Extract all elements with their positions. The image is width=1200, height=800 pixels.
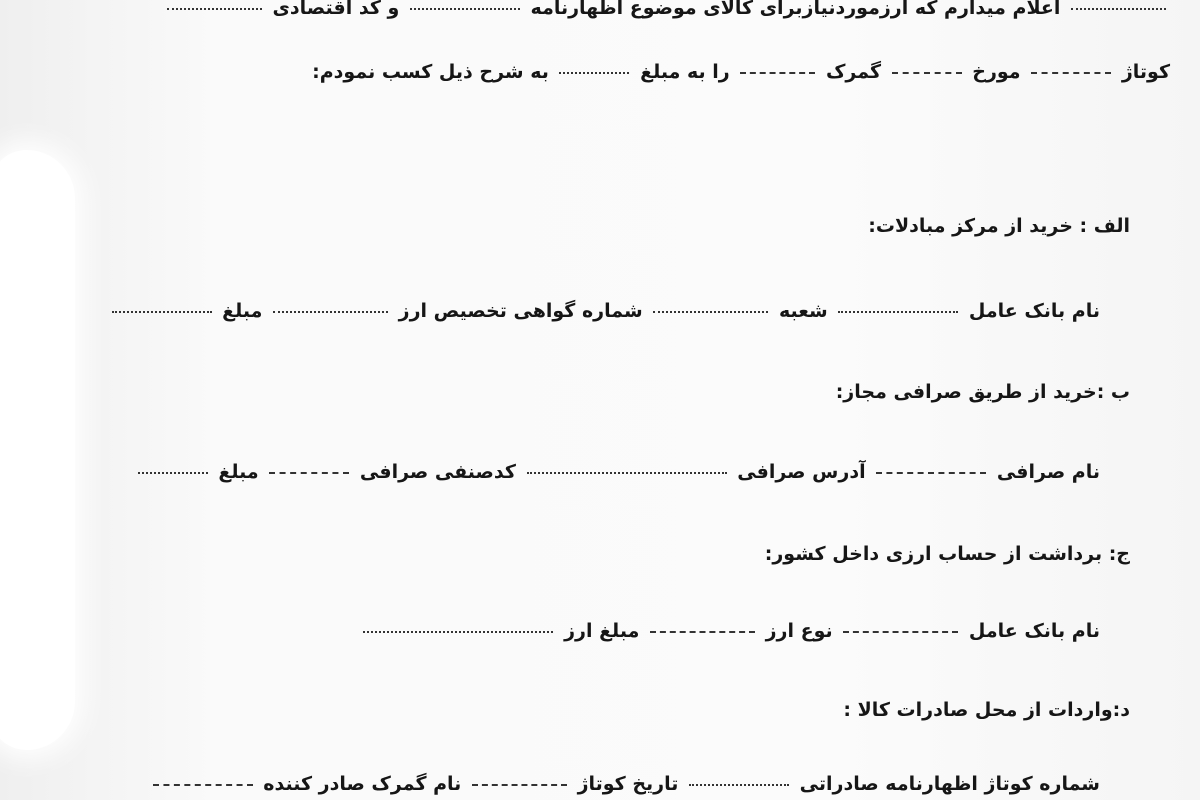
blank (273, 311, 388, 313)
section-c-fields (359, 617, 1100, 645)
exchange-name-label: نام صرافی (996, 461, 1100, 483)
blank (689, 784, 789, 786)
blank (269, 472, 349, 474)
blank (838, 311, 958, 313)
customs-label: گمرک (825, 61, 882, 83)
exchange-address-label: آدرس صرافی (737, 461, 866, 483)
bank-name-label: نام بانک عامل (968, 620, 1100, 642)
blank (167, 8, 262, 10)
branch-label: شعبه (778, 300, 828, 322)
blank (138, 472, 208, 474)
description-label: به شرح ذیل کسب نمودم: (312, 61, 549, 83)
certificate-number-label: شماره گواهی تخصیص ارز (398, 300, 643, 322)
blank (112, 311, 212, 313)
blank (153, 784, 253, 786)
economic-code-label: و کد اقتصادی (272, 0, 400, 19)
section-a-fields (108, 297, 1101, 325)
currency-amount-label: مبلغ ارز (564, 620, 640, 642)
blank (410, 8, 520, 10)
blank (843, 631, 958, 633)
section-b-fields (134, 458, 1100, 486)
section-d-fields (149, 770, 1100, 798)
section-d-heading: د:واردات از محل صادرات کالا : (843, 699, 1130, 721)
blank (1031, 72, 1111, 74)
amount-label: مبلغ (218, 461, 259, 483)
blank (653, 311, 768, 313)
blank (876, 472, 986, 474)
export-cotage-number-label: شماره کوتاژ اظهارنامه صادراتی (799, 773, 1100, 795)
issuing-customs-name-label: نام گمرک صادر کننده (263, 773, 462, 795)
blank (472, 784, 567, 786)
cotage-line (312, 58, 1170, 86)
dated-label: مورخ (972, 61, 1021, 83)
amount-label: مبلغ (222, 300, 263, 322)
bank-name-label: نام بانک عامل (968, 300, 1100, 322)
cotage-label: کوتاژ (1121, 61, 1170, 83)
blank (892, 72, 962, 74)
amount-label: را به مبلغ (640, 61, 730, 83)
blank (650, 631, 755, 633)
currency-type-label: نوع ارز (765, 620, 833, 642)
cotage-date-label: تاریخ کوتاژ (577, 773, 679, 795)
blank (363, 631, 553, 633)
scan-glare (0, 150, 75, 750)
blank (527, 472, 727, 474)
guild-code-label: کدصنفی صرافی (359, 461, 516, 483)
section-c-heading: ج: برداشت از حساب ارزی داخل کشور: (764, 543, 1130, 565)
blank (1071, 8, 1166, 10)
section-a-heading: الف : خرید از مرکز مبادلات: (868, 215, 1130, 237)
declaration-line (163, 0, 1170, 22)
blank (559, 72, 629, 74)
blank (740, 72, 815, 74)
declaration-text: اعلام میدارم که ارزموردنیازبرای کالای موضوع اظهارنامه (530, 0, 1061, 19)
section-b-heading: ب :خرید از طریق صرافی مجاز: (835, 381, 1130, 403)
